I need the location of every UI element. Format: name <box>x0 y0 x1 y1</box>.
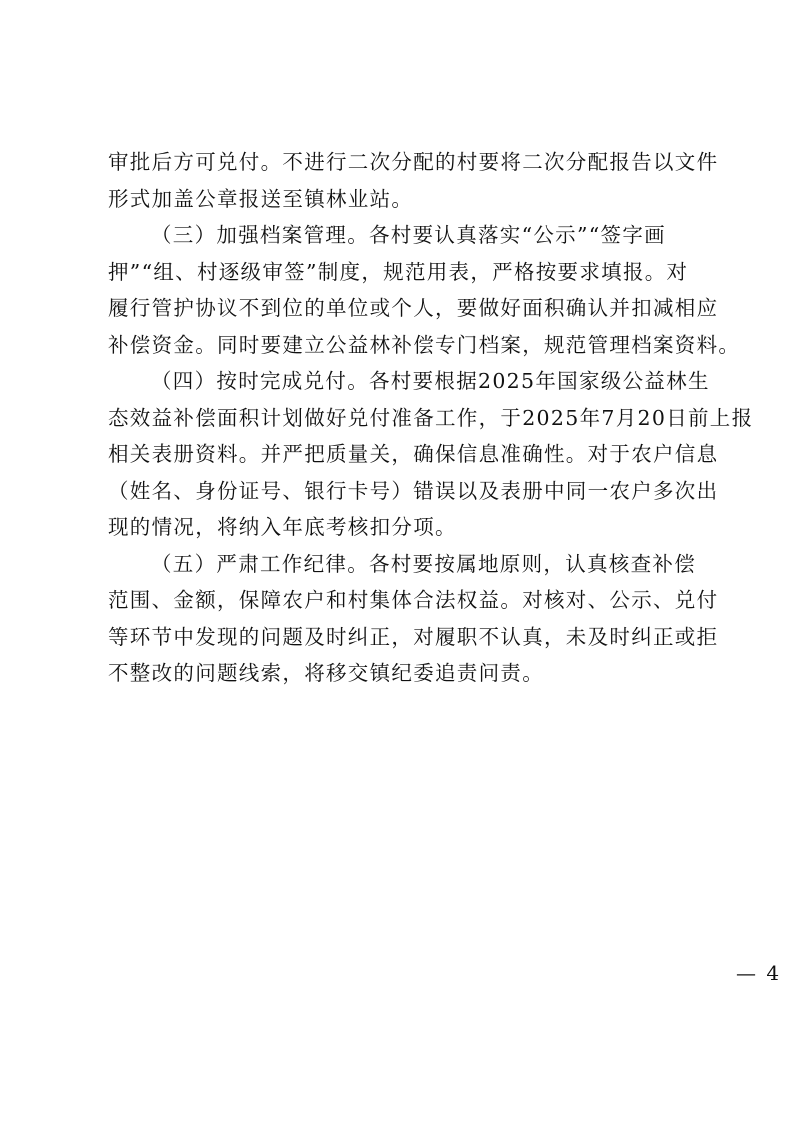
text-line: 不整改的问题线索，将移交镇纪委追责问责。 <box>108 661 544 685</box>
paragraph-approval-continuation <box>108 144 719 217</box>
text-line: 范围、金额，保障农户和村集体合法权益。对核对、公示、兑付 <box>108 588 719 612</box>
paragraph-archive-management <box>108 217 741 363</box>
text-line: （姓名、身份证号、银行卡号）错误以及表册中同一农户多次出 <box>108 478 719 503</box>
text-line: 形式加盖公章报送至镇林业站。 <box>108 186 414 211</box>
page-number: — 4 <box>736 961 782 985</box>
text-line: 现的情况，将纳入年底考核扣分项。 <box>108 515 457 539</box>
text-line: 相关表册资料。并严把质量关，确保信息准确性。对于农户信息 <box>108 442 719 466</box>
text-line: 押”“组、村逐级审签”制度，规范用表，严格按要求填报。对 <box>108 259 689 284</box>
document-body <box>108 144 754 692</box>
text-line: 各村要按属地原则，认真核查补偿 <box>369 551 696 576</box>
text-line: 态效益补偿面积计划做好兑付准备工作，于2025年7月20日前上报 <box>108 405 754 430</box>
text-line: 履行管护协议不到位的单位或个人，要做好面积确认并扣减相应 <box>108 296 719 320</box>
paragraph-work-discipline <box>108 546 719 692</box>
text-line: 补偿资金。同时要建立公益林补偿专门档案，规范管理档案资料。 <box>108 332 741 357</box>
section-heading-3: （三）加强档案管理。 <box>151 223 369 247</box>
text-line: 等环节中发现的问题及时纠正，对履职不认真，未及时纠正或拒 <box>108 624 719 649</box>
text-line: 审批后方可兑付。不进行二次分配的村要将二次分配报告以文件 <box>108 150 719 174</box>
section-heading-4: （四）按时完成兑付。 <box>151 369 369 393</box>
paragraph-timely-payment <box>108 363 754 546</box>
text-line: 各村要根据2025年国家级公益林生 <box>369 369 710 393</box>
text-line: 各村要认真落实“公示”“签字画 <box>369 223 666 247</box>
section-heading-5: （五）严肃工作纪律。 <box>151 551 369 576</box>
